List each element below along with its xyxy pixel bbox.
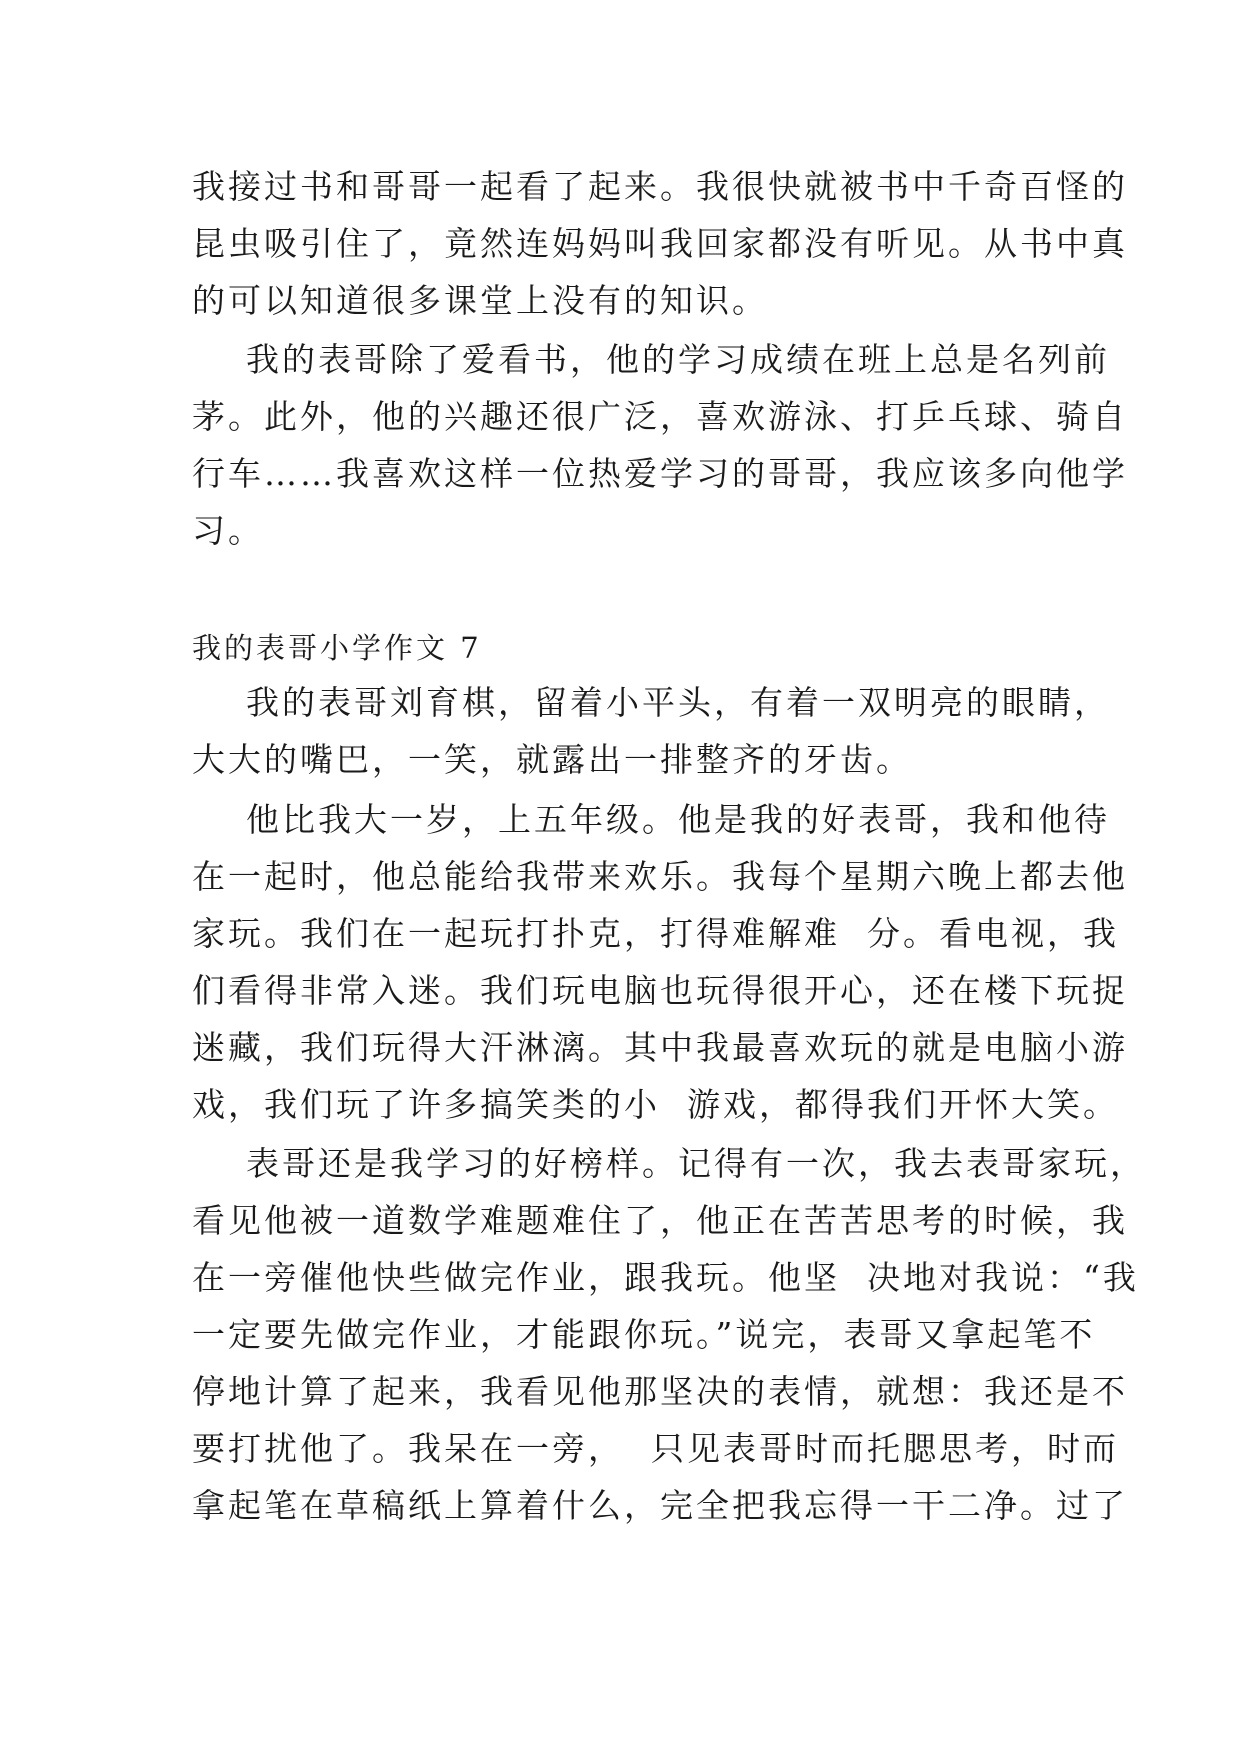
paragraph-1-line-3: 的可以知道很多课堂上没有的知识。 [192,281,768,320]
paragraph-5-line-3: 在一旁催他快些做完作业，跟我玩。他坚 决地对我说：“我 [192,1258,1139,1297]
paragraph-4-line-3: 家玩。我们在一起玩打扑克，打得难解难 分。看电视，我 [192,914,1119,953]
paragraph-5-line-2: 看见他被一道数学难题难住了，他正在苦苦思考的时候，我 [192,1201,1128,1240]
paragraph-5-line-5: 停地计算了起来，我看见他那坚决的表情，就想：我还是不 [192,1372,1128,1411]
paragraph-4-line-6: 戏，我们玩了许多搞笑类的小 游戏，都得我们开怀大笑。 [192,1085,1119,1124]
paragraph-5-line-4: 一定要先做完作业，才能跟你玩。”说完，表哥又拿起笔不 [192,1315,1096,1354]
paragraph-5-line-7: 拿起笔在草稿纸上算着什么，完全把我忘得一干二净。过了 [192,1486,1128,1525]
paragraph-2-line-2: 茅。此外，他的兴趣还很广泛，喜欢游泳、打乒乓球、骑自 [192,397,1128,436]
paragraph-2-line-1: 我的表哥除了爱看书，他的学习成绩在班上总是名列前 [192,340,1110,379]
paragraph-5-line-6: 要打扰他了。我呆在一旁， 只见表哥时而托腮思考，时而 [192,1429,1119,1468]
paragraph-1-line-1: 我接过书和哥哥一起看了起来。我很快就被书中千奇百怪的 [192,167,1128,206]
paragraph-4-line-5: 迷藏，我们玩得大汗淋漓。其中我最喜欢玩的就是电脑小游 [192,1028,1128,1067]
paragraph-5-line-1: 表哥还是我学习的好榜样。记得有一次，我去表哥家玩， [192,1144,1146,1183]
paragraph-2-line-3: 行车……我喜欢这样一位热爱学习的哥哥，我应该多向他学 [192,454,1128,493]
paragraph-2-line-4: 习。 [192,511,264,550]
paragraph-4-line-2: 在一起时，他总能给我带来欢乐。我每个星期六晚上都去他 [192,857,1128,896]
paragraph-3-line-2: 大大的嘴巴，一笑，就露出一排整齐的牙齿。 [192,740,912,779]
paragraph-1-line-2: 昆虫吸引住了，竟然连妈妈叫我回家都没有听见。从书中真 [192,224,1128,263]
paragraph-4-line-4: 们看得非常入迷。我们玩电脑也玩得很开心，还在楼下玩捉 [192,971,1128,1010]
paragraph-4-line-1: 他比我大一岁，上五年级。他是我的好表哥，我和他待 [192,800,1110,839]
paragraph-3-line-1: 我的表哥刘育棋，留着小平头，有着一双明亮的眼睛， [192,683,1110,722]
section-title: 我的表哥小学作文 7 [192,631,482,665]
